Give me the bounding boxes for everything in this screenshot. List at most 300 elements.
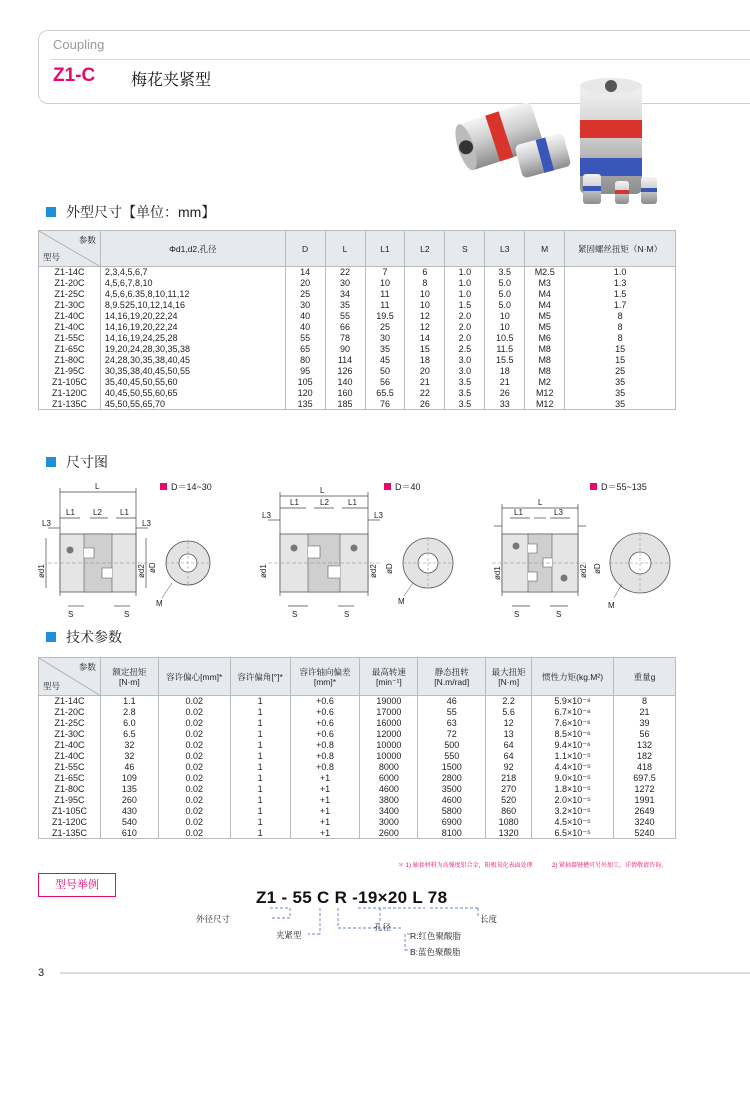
table-cell: M8 — [525, 366, 565, 377]
table-cell: 22 — [405, 388, 445, 399]
table-cell: 9.4×10⁻⁶ — [532, 740, 614, 751]
table-cell: 8 — [565, 333, 676, 344]
table-row — [39, 762, 676, 773]
range-label-mid: D＝40 — [384, 480, 421, 493]
table-cell: Z1-65C — [39, 773, 101, 784]
table-row — [39, 828, 676, 839]
table-cell: 18 — [485, 366, 525, 377]
table-cell: 1 — [230, 729, 290, 740]
table-cell: 26 — [485, 388, 525, 399]
table-row — [39, 377, 676, 388]
table-row — [39, 399, 676, 410]
table-cell: 126 — [325, 366, 365, 377]
table-cell: 140 — [325, 377, 365, 388]
dim-label: S — [344, 610, 350, 619]
table-row — [39, 795, 676, 806]
dimension-table — [38, 230, 676, 410]
section-title-drawings: 尺寸图 — [46, 452, 108, 472]
table-cell: 1 — [230, 751, 290, 762]
section-marker-icon — [46, 632, 56, 642]
section-title-tech: 技术参数 — [46, 627, 122, 647]
dim-label: L2 — [320, 498, 329, 507]
table-cell: 1272 — [614, 784, 676, 795]
table-cell: 6.7×10⁻⁸ — [532, 707, 614, 718]
table-cell: 7.6×10⁻⁶ — [532, 718, 614, 729]
table-cell: 40 — [285, 322, 325, 333]
table-cell: 1.1 — [100, 696, 158, 707]
table-corner-header: 参数 型号 — [39, 658, 101, 696]
table-cell: 64 — [486, 740, 532, 751]
table-cell: 10 — [485, 311, 525, 322]
table-cell: 0.02 — [158, 806, 230, 817]
footnote-right: 2) 紧轴器键槽可另外加工，详情敬请咨询。 — [552, 863, 668, 869]
table-row — [39, 300, 676, 311]
table-cell: 1080 — [486, 817, 532, 828]
section-title-dimensions: 外型尺寸【单位：mm】 — [46, 202, 215, 222]
example-label-box: 型号举例 — [38, 873, 116, 897]
table-cell: Z1-55C — [39, 762, 101, 773]
table-cell: 260 — [100, 795, 158, 806]
table-cell: 1 — [230, 795, 290, 806]
table-cell: 25 — [365, 322, 405, 333]
table-cell: 1 — [230, 817, 290, 828]
table-cell: Z1-105C — [39, 806, 101, 817]
table-cell: 4,5,6,7,8,10 — [100, 278, 285, 289]
table-cell: 40,45,50,55,60,65 — [100, 388, 285, 399]
dim-label: L3 — [554, 508, 563, 517]
table-cell: 0.02 — [158, 718, 230, 729]
table-cell: 8 — [614, 696, 676, 707]
table-cell: 8 — [565, 322, 676, 333]
dim-label: L3 — [374, 511, 383, 520]
col-header: 容许偏角[°]* — [230, 658, 290, 696]
table-cell: 9.0×10⁻⁵ — [532, 773, 614, 784]
table-cell: 8 — [565, 311, 676, 322]
table-cell: 12 — [486, 718, 532, 729]
table-cell: 3.5 — [445, 388, 485, 399]
table-cell: 92 — [486, 762, 532, 773]
dim-label: ød2 — [579, 564, 588, 578]
table-cell: 132 — [614, 740, 676, 751]
table-cell: +0.8 — [290, 740, 360, 751]
table-cell: 10 — [485, 322, 525, 333]
table-cell: 76 — [365, 399, 405, 410]
table-cell: 35 — [565, 399, 676, 410]
table-cell: 35 — [325, 300, 365, 311]
table-cell: Z1-40C — [39, 322, 101, 333]
col-header: L1 — [365, 231, 405, 267]
table-cell: 14 — [285, 267, 325, 278]
dim-label: ød1 — [493, 566, 502, 580]
table-row — [39, 333, 676, 344]
table-cell: 0.02 — [158, 784, 230, 795]
table-cell: 5.0 — [485, 289, 525, 300]
table-cell: 5800 — [418, 806, 486, 817]
table-cell: M5 — [525, 322, 565, 333]
table-cell: 22 — [325, 267, 365, 278]
table-cell: 3800 — [360, 795, 418, 806]
table-cell: 56 — [614, 729, 676, 740]
table-cell: 6 — [405, 267, 445, 278]
table-cell: Z1-95C — [39, 366, 101, 377]
table-cell: Z1-135C — [39, 828, 101, 839]
table-cell: Z1-30C — [39, 729, 101, 740]
table-cell: M3 — [525, 278, 565, 289]
table-cell: 105 — [285, 377, 325, 388]
table-cell: 430 — [100, 806, 158, 817]
table-cell: Z1-40C — [39, 311, 101, 322]
table-cell: 39 — [614, 718, 676, 729]
col-header: S — [445, 231, 485, 267]
table-cell: 32 — [100, 740, 158, 751]
dim-label: S — [124, 610, 130, 619]
table-cell: 40 — [285, 311, 325, 322]
table-cell: Z1-80C — [39, 355, 101, 366]
table-cell: +1 — [290, 773, 360, 784]
dim-label: L2 — [93, 508, 102, 517]
table-cell: 1.5 — [565, 289, 676, 300]
table-cell: 1991 — [614, 795, 676, 806]
table-cell: Z1-25C — [39, 718, 101, 729]
footnote-left: ＊ 1) 轴套材料为高强度铝合金，阳极氧化表面处理 — [398, 863, 533, 869]
table-cell: 3.0 — [445, 355, 485, 366]
table-cell: 6.5 — [100, 729, 158, 740]
dim-label: L — [538, 498, 543, 507]
table-cell: 120 — [285, 388, 325, 399]
table-cell: 0.02 — [158, 773, 230, 784]
table-cell: 30 — [365, 333, 405, 344]
table-cell: 26 — [405, 399, 445, 410]
table-cell: 11 — [365, 289, 405, 300]
table-cell: 3240 — [614, 817, 676, 828]
table-cell: 5240 — [614, 828, 676, 839]
table-cell: 55 — [418, 707, 486, 718]
table-cell: 1500 — [418, 762, 486, 773]
table-cell: 610 — [100, 828, 158, 839]
table-cell: 6900 — [418, 817, 486, 828]
table-cell: 19.5 — [365, 311, 405, 322]
table-cell: 10000 — [360, 751, 418, 762]
table-cell: 1 — [230, 696, 290, 707]
table-cell: 1.0 — [445, 278, 485, 289]
table-cell: +1 — [290, 795, 360, 806]
table-row — [39, 289, 676, 300]
dim-label: ød2 — [137, 564, 146, 578]
table-cell: Z1-105C — [39, 377, 101, 388]
table-cell: 2.0 — [445, 311, 485, 322]
table-cell: 0.02 — [158, 696, 230, 707]
range-label-large: D＝55~135 — [590, 480, 647, 493]
table-cell: 30 — [285, 300, 325, 311]
table-cell: 78 — [325, 333, 365, 344]
table-cell: 66 — [325, 322, 365, 333]
table-cell: 30 — [325, 278, 365, 289]
table-cell: 15 — [405, 344, 445, 355]
table-cell: 25 — [285, 289, 325, 300]
table-cell: 14,16,19,24,25,28 — [100, 333, 285, 344]
table-cell: 8,9.525,10,12,14,16 — [100, 300, 285, 311]
dim-label: S — [556, 610, 562, 619]
table-cell: 30,35,38,40,45,50,55 — [100, 366, 285, 377]
dim-label: øD — [385, 563, 394, 574]
col-header: L3 — [485, 231, 525, 267]
table-cell: Z1-65C — [39, 344, 101, 355]
table-cell: 45,50,55,65,70 — [100, 399, 285, 410]
table-cell: M2.5 — [525, 267, 565, 278]
table-cell: 25 — [565, 366, 676, 377]
table-cell: Z1-40C — [39, 740, 101, 751]
table-cell: 33 — [485, 399, 525, 410]
table-cell: 35,40,45,50,55,60 — [100, 377, 285, 388]
table-cell: 1 — [230, 806, 290, 817]
table-cell: Z1-20C — [39, 278, 101, 289]
dim-label: ød1 — [259, 564, 268, 578]
table-cell: 4600 — [418, 795, 486, 806]
table-cell: Z1-40C — [39, 751, 101, 762]
table-cell: +0.6 — [290, 729, 360, 740]
table-cell: 8 — [405, 278, 445, 289]
table-cell: 0.02 — [158, 729, 230, 740]
table-cell: 35 — [565, 377, 676, 388]
model-type-cn: 梅花夹紧型 — [131, 72, 212, 89]
table-cell: 0.02 — [158, 751, 230, 762]
table-cell: 32 — [100, 751, 158, 762]
table-cell: 1 — [230, 762, 290, 773]
table-row — [39, 311, 676, 322]
table-cell: 0.02 — [158, 762, 230, 773]
dim-label: S — [292, 610, 298, 619]
table-cell: Z1-14C — [39, 267, 101, 278]
table-cell: +0.6 — [290, 707, 360, 718]
table-cell: 35 — [365, 344, 405, 355]
table-cell: 12000 — [360, 729, 418, 740]
table-row — [39, 729, 676, 740]
table-cell: 3000 — [360, 817, 418, 828]
table-cell: Z1-25C — [39, 289, 101, 300]
table-cell: 13 — [486, 729, 532, 740]
dim-label: M — [156, 599, 163, 608]
table-cell: 270 — [486, 784, 532, 795]
table-cell: 2.5 — [445, 344, 485, 355]
dim-label: L3 — [142, 519, 151, 528]
table-cell: 18 — [405, 355, 445, 366]
table-cell: 14,16,19,20,22,24 — [100, 322, 285, 333]
table-cell: 1.0 — [565, 267, 676, 278]
table-row — [39, 751, 676, 762]
table-cell: 0.02 — [158, 795, 230, 806]
col-header: Φd1,d2,孔径 — [100, 231, 285, 267]
table-cell: 1.0 — [445, 289, 485, 300]
table-cell: 1 — [230, 740, 290, 751]
col-header: L2 — [405, 231, 445, 267]
table-cell: 8.5×10⁻⁶ — [532, 729, 614, 740]
table-cell: 3.5 — [485, 267, 525, 278]
table-row — [39, 773, 676, 784]
table-cell: 1 — [230, 707, 290, 718]
col-header: 最高转速[min⁻¹] — [360, 658, 418, 696]
table-cell: 114 — [325, 355, 365, 366]
dim-label: M — [398, 597, 405, 606]
table-row — [39, 740, 676, 751]
label-clamp-type: 夹紧型 — [276, 930, 302, 940]
table-cell: 8000 — [360, 762, 418, 773]
table-cell: 5.0 — [485, 278, 525, 289]
table-row — [39, 278, 676, 289]
table-cell: 55 — [325, 311, 365, 322]
dim-label: L1 — [514, 508, 523, 517]
col-header: 紧固螺丝扭矩（N·M） — [565, 231, 676, 267]
table-cell: 218 — [486, 773, 532, 784]
table-row — [39, 344, 676, 355]
table-cell: 2.0×10⁻⁵ — [532, 795, 614, 806]
table-cell: 19,20,24,28,30,35,38 — [100, 344, 285, 355]
table-cell: 1 — [230, 828, 290, 839]
table-row — [39, 718, 676, 729]
table-cell: M2 — [525, 377, 565, 388]
table-cell: 3.0 — [445, 366, 485, 377]
table-cell: M12 — [525, 399, 565, 410]
table-row — [39, 784, 676, 795]
table-cell: 2.0 — [445, 322, 485, 333]
table-cell: 1320 — [486, 828, 532, 839]
table-cell: 65.5 — [365, 388, 405, 399]
table-cell: 95 — [285, 366, 325, 377]
label-blue-spider: B:蓝色聚酸脂 — [410, 947, 461, 957]
table-cell: 10 — [405, 300, 445, 311]
table-cell: 15.5 — [485, 355, 525, 366]
table-cell: 12 — [405, 311, 445, 322]
table-cell: 1 — [230, 718, 290, 729]
table-cell: 4,5,6,6.35,8,10,11,12 — [100, 289, 285, 300]
label-outer-size: 外径尺寸 — [196, 914, 231, 924]
table-cell: 11 — [365, 300, 405, 311]
table-cell: 3.2×10⁻⁵ — [532, 806, 614, 817]
table-cell: Z1-95C — [39, 795, 101, 806]
tech-params-table — [38, 657, 676, 839]
table-cell: 109 — [100, 773, 158, 784]
table-cell: 7 — [365, 267, 405, 278]
model-title: Z1-C — [53, 65, 96, 86]
range-label-small: D＝14~30 — [160, 480, 212, 493]
col-header: M — [525, 231, 565, 267]
table-cell: Z1-80C — [39, 784, 101, 795]
table-cell: 80 — [285, 355, 325, 366]
table-cell: 10 — [405, 289, 445, 300]
table-cell: 14 — [405, 333, 445, 344]
table-cell: 21 — [405, 377, 445, 388]
table-cell: 15 — [565, 355, 676, 366]
table-cell: 64 — [486, 751, 532, 762]
table-cell: 2,3,4,5,6,7 — [100, 267, 285, 278]
dim-label: L — [320, 486, 325, 495]
table-row — [39, 388, 676, 399]
col-header: 惯性力矩(kg.M²) — [532, 658, 614, 696]
table-cell: 20 — [285, 278, 325, 289]
table-corner-header: 参数 型号 — [39, 231, 101, 267]
section-marker-icon — [46, 207, 56, 217]
table-row — [39, 322, 676, 333]
table-cell: 10000 — [360, 740, 418, 751]
table-cell: M8 — [525, 344, 565, 355]
table-cell: +0.8 — [290, 762, 360, 773]
label-length: 长度 — [480, 914, 498, 924]
table-cell: 1.0 — [445, 267, 485, 278]
table-cell: +1 — [290, 828, 360, 839]
table-cell: 1.1×10⁻⁵ — [532, 751, 614, 762]
dim-label: S — [68, 610, 74, 619]
table-cell: 90 — [325, 344, 365, 355]
table-row — [39, 355, 676, 366]
col-header: 容许偏心[mm]* — [158, 658, 230, 696]
table-cell: 1.3 — [565, 278, 676, 289]
table-cell: 46 — [100, 762, 158, 773]
table-cell: 418 — [614, 762, 676, 773]
table-cell: 10 — [365, 278, 405, 289]
dim-label: L1 — [348, 498, 357, 507]
table-cell: 0.02 — [158, 707, 230, 718]
table-row — [39, 817, 676, 828]
table-cell: 5.9×10⁻⁸ — [532, 696, 614, 707]
table-cell: 63 — [418, 718, 486, 729]
table-cell: M4 — [525, 300, 565, 311]
table-cell: 55 — [285, 333, 325, 344]
dim-label: L1 — [66, 508, 75, 517]
dimension-drawing-large — [490, 478, 690, 618]
dim-label: L3 — [42, 519, 51, 528]
dim-label: øD — [593, 563, 602, 574]
table-row — [39, 366, 676, 377]
table-cell: M8 — [525, 355, 565, 366]
table-cell: 6.5×10⁻⁵ — [532, 828, 614, 839]
table-cell: 12 — [405, 322, 445, 333]
table-cell: 3400 — [360, 806, 418, 817]
dimension-drawing-small — [38, 478, 218, 618]
label-red-spider: R:红色聚酸脂 — [410, 931, 462, 941]
dim-label: L3 — [262, 511, 271, 520]
table-cell: 1 — [230, 773, 290, 784]
table-cell: 19000 — [360, 696, 418, 707]
table-cell: 4.5×10⁻⁵ — [532, 817, 614, 828]
table-cell: 3.5 — [445, 377, 485, 388]
table-cell: M6 — [525, 333, 565, 344]
table-cell: 540 — [100, 817, 158, 828]
category-label: Coupling — [53, 37, 105, 52]
table-cell: 182 — [614, 751, 676, 762]
table-cell: 6.0 — [100, 718, 158, 729]
dimension-drawing-mid — [258, 478, 458, 618]
label-bore: 孔径 — [374, 922, 392, 932]
table-cell: +1 — [290, 817, 360, 828]
table-cell: 550 — [418, 751, 486, 762]
table-cell: 520 — [486, 795, 532, 806]
table-cell: 2600 — [360, 828, 418, 839]
table-cell: Z1-30C — [39, 300, 101, 311]
table-cell: +0.8 — [290, 751, 360, 762]
table-cell: 3.5 — [445, 399, 485, 410]
col-header: L — [325, 231, 365, 267]
table-cell: 15 — [565, 344, 676, 355]
table-cell: 2800 — [418, 773, 486, 784]
table-cell: 860 — [486, 806, 532, 817]
table-cell: 21 — [614, 707, 676, 718]
table-cell: 65 — [285, 344, 325, 355]
table-cell: 4.4×10⁻⁵ — [532, 762, 614, 773]
table-cell: 56 — [365, 377, 405, 388]
table-cell: 1.5 — [445, 300, 485, 311]
table-cell: 72 — [418, 729, 486, 740]
table-row — [39, 267, 676, 278]
dim-label: øD — [148, 562, 157, 573]
